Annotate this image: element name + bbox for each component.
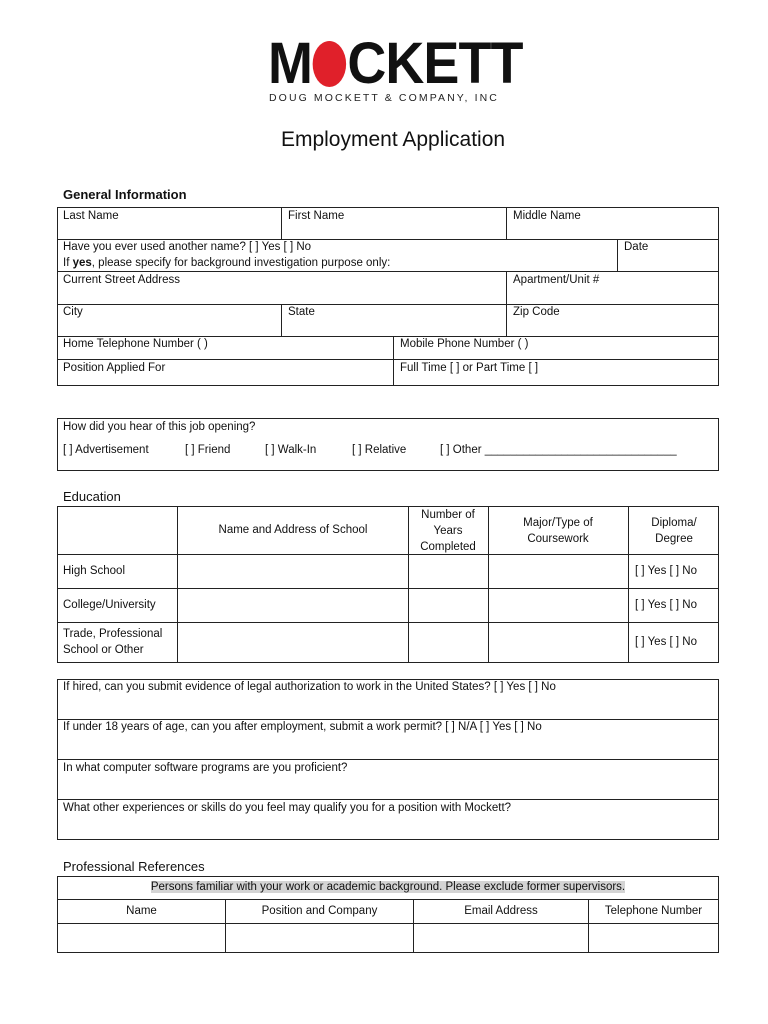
logo-wordmark: M CKETT: [268, 31, 523, 96]
mobile-phone-field[interactable]: Mobile Phone Number ( ): [400, 338, 529, 350]
city-field[interactable]: City: [63, 306, 83, 318]
ref-col-phone: Telephone Number: [604, 905, 703, 917]
home-phone-field[interactable]: Home Telephone Number ( ): [63, 338, 208, 350]
middle-name-field[interactable]: Middle Name: [513, 210, 581, 222]
last-name-field[interactable]: Last Name: [63, 210, 119, 222]
position-applied-field[interactable]: Position Applied For: [63, 362, 166, 374]
other-name-note: If yes, please specify for background investigation purpose only:: [63, 257, 391, 269]
col-diploma: Diploma/ Degree: [651, 517, 697, 545]
education-table: [57, 506, 719, 663]
first-name-field[interactable]: First Name: [288, 210, 345, 222]
company-logo: [268, 31, 523, 108]
work-authorization-question[interactable]: If hired, can you submit evidence of legal authorization to work in the United States? [ ] Yes [ ] No: [63, 681, 556, 693]
ref-col-name: Name: [126, 905, 157, 917]
education-heading: Education: [63, 489, 121, 504]
apartment-field[interactable]: Apartment/Unit #: [513, 274, 600, 286]
other-name-question[interactable]: Have you ever used another name? [ ] Yes [ ] No: [63, 241, 312, 253]
ref-col-position: Position and Company: [261, 905, 378, 917]
general-info-table: [57, 207, 719, 386]
option-walk-in[interactable]: [ ] Walk-In: [265, 444, 317, 456]
references-note-row: [58, 880, 718, 895]
col-years: Number of Years Completed: [420, 509, 476, 553]
job-source-box: [57, 418, 719, 471]
logo-subtitle: DOUG MOCKETT & COMPANY, INC: [269, 92, 499, 104]
references-heading: Professional References: [63, 859, 205, 874]
work-permit-question[interactable]: If under 18 years of age, can you after employment, submit a work permit? [ ] N/A [ ] Yes [ ] No: [63, 721, 542, 733]
logo-red-o: [313, 41, 346, 87]
diploma-yes-no[interactable]: [ ] Yes [ ] No: [635, 599, 698, 611]
software-question[interactable]: In what computer software programs are you proficient?: [63, 762, 348, 774]
job-source-question: How did you hear of this job opening?: [63, 421, 256, 433]
option-friend[interactable]: [ ] Friend: [185, 444, 231, 456]
diploma-yes-no[interactable]: [ ] Yes [ ] No: [635, 636, 698, 648]
col-school-name: Name and Address of School: [218, 524, 368, 536]
references-table: [57, 876, 719, 953]
edu-row-college: College/University: [63, 599, 156, 611]
option-advertisement[interactable]: [ ] Advertisement: [63, 444, 149, 456]
references-note: Persons familiar with your work or academic background. Please exclude former supervisors.: [150, 881, 626, 893]
ref-phone-input[interactable]: [590, 925, 717, 951]
date-field[interactable]: Date: [624, 241, 649, 253]
option-relative[interactable]: [ ] Relative: [352, 444, 407, 456]
diploma-yes-no[interactable]: [ ] Yes [ ] No: [635, 565, 698, 577]
edu-row-trade: Trade, Professional School or Other: [63, 628, 163, 656]
skills-question[interactable]: What other experiences or skills do you feel may qualify you for a position with Mockett?: [63, 802, 512, 814]
page-title: Employment Application: [280, 128, 506, 151]
col-major: Major/Type of Coursework: [523, 517, 593, 545]
edu-row-high-school: High School: [63, 565, 126, 577]
zip-code-field[interactable]: Zip Code: [513, 306, 560, 318]
street-address-field[interactable]: Current Street Address: [63, 274, 180, 286]
ref-position-input[interactable]: [227, 925, 412, 951]
questions-table: [57, 679, 719, 840]
state-field[interactable]: State: [288, 306, 315, 318]
general-info-heading: General Information: [63, 187, 187, 202]
ref-name-input[interactable]: [59, 925, 224, 951]
ref-col-email: Email Address: [464, 905, 538, 917]
ref-email-input[interactable]: [415, 925, 587, 951]
option-other[interactable]: [ ] Other ______________________________: [440, 444, 677, 456]
fulltime-parttime-field[interactable]: Full Time [ ] or Part Time [ ]: [400, 362, 539, 374]
